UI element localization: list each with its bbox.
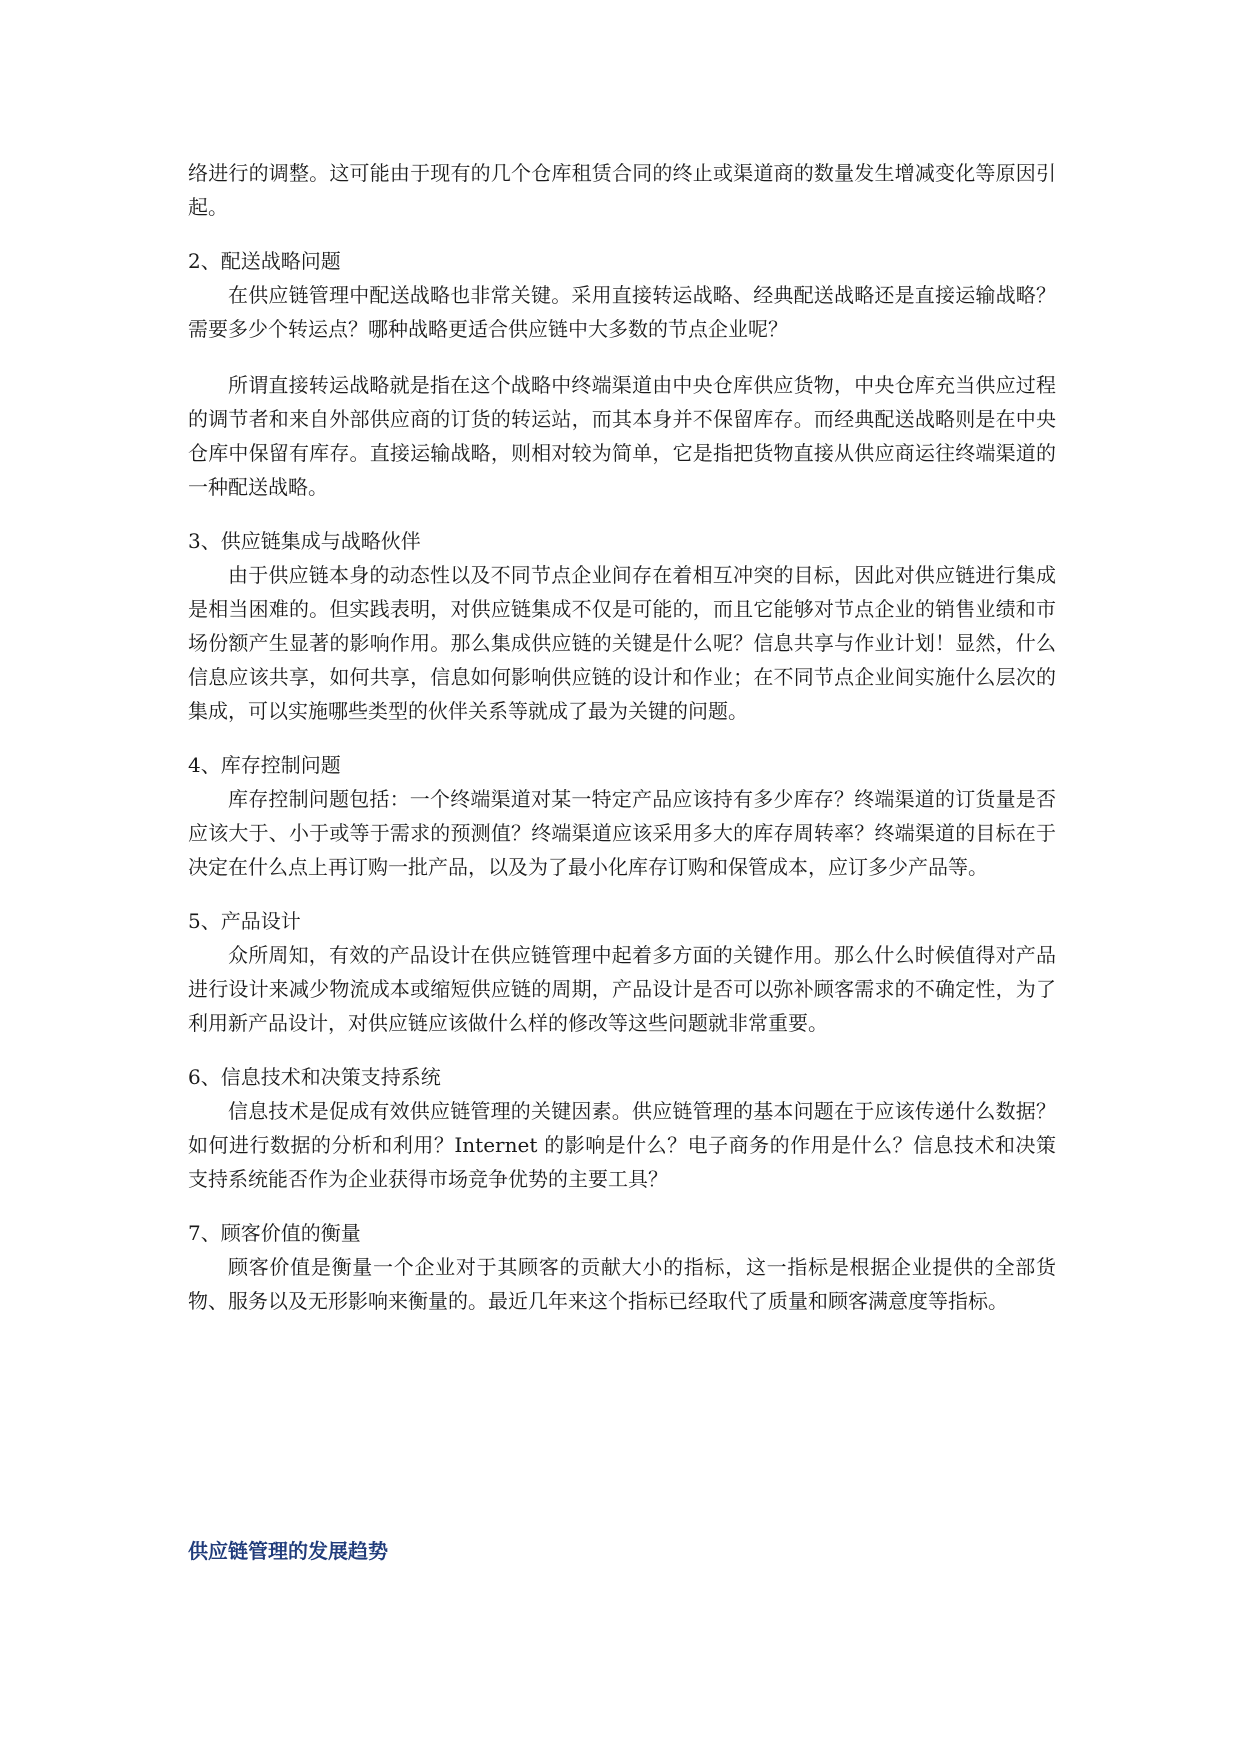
section-paragraph: 在供应链管理中配送战略也非常关键。采用直接转运战略、经典配送战略还是直接运输战略？需要多少个转运点？哪种战略更适合供应链中大多数的节点企业呢？ xyxy=(188,283,1056,341)
final-section-title: 供应链管理的发展趋势 xyxy=(188,1539,388,1563)
section-heading-product-design: 5、产品设计 xyxy=(188,909,301,933)
document-body xyxy=(188,156,1056,1318)
section-heading-integration-partners: 3、供应链集成与战略伙伴 xyxy=(188,529,421,553)
opening-paragraph: 络进行的调整。这可能由于现有的几个仓库租赁合同的终止或渠道商的数量发生增减变化等原因引起。 xyxy=(188,161,1056,219)
section-heading-it-decision-support: 6、信息技术和决策支持系统 xyxy=(188,1065,441,1089)
section-heading-inventory-control: 4、库存控制问题 xyxy=(188,753,341,777)
section-heading-distribution-strategy: 2、配送战略问题 xyxy=(188,249,341,273)
section-paragraph: 众所周知，有效的产品设计在供应链管理中起着多方面的关键作用。那么什么时候值得对产品进行设计来减少物流成本或缩短供应链的周期，产品设计是否可以弥补顾客需求的不确定性，为了利用新产品设计，对供应链应该做什么样的修改等这些问题就非常重要。 xyxy=(188,943,1056,1035)
section-paragraph: 顾客价值是衡量一个企业对于其顾客的贡献大小的指标，这一指标是根据企业提供的全部货物、服务以及无形影响来衡量的。最近几年来这个指标已经取代了质量和顾客满意度等指标。 xyxy=(188,1255,1056,1313)
section-heading-customer-value: 7、顾客价值的衡量 xyxy=(188,1221,361,1245)
section-paragraph: 库存控制问题包括：一个终端渠道对某一特定产品应该持有多少库存？终端渠道的订货量是否应该大于、小于或等于需求的预测值？终端渠道应该采用多大的库存周转率？终端渠道的目标在于决定在什么点上再订购一批产品，以及为了最小化库存订购和保管成本，应订多少产品等。 xyxy=(188,787,1056,879)
section-paragraph: 由于供应链本身的动态性以及不同节点企业间存在着相互冲突的目标，因此对供应链进行集成是相当困难的。但实践表明，对供应链集成不仅是可能的，而且它能够对节点企业的销售业绩和市场份额产生显著的影响作用。那么集成供应链的关键是什么呢？信息共享与作业计划！显然，什么信息应该共享，如何共享，信息如何影响供应链的设计和作业；在不同节点企业间实施什么层次的集成，可以实施哪些类型的伙伴关系等就成了最为关键的问题。 xyxy=(188,563,1056,723)
section-paragraph: 信息技术是促成有效供应链管理的关键因素。供应链管理的基本问题在于应该传递什么数据？如何进行数据的分析和利用？Internet 的影响是什么？电子商务的作用是什么？信息技术和决策支持系统能否作为企业获得市场竞争优势的主要工具？ xyxy=(188,1099,1056,1191)
section-paragraph: 所谓直接转运战略就是指在这个战略中终端渠道由中央仓库供应货物，中央仓库充当供应过程的调节者和来自外部供应商的订货的转运站，而其本身并不保留库存。而经典配送战略则是在中央仓库中保留有库存。直接运输战略，则相对较为简单，它是指把货物直接从供应商运往终端渠道的一种配送战略。 xyxy=(188,373,1056,499)
